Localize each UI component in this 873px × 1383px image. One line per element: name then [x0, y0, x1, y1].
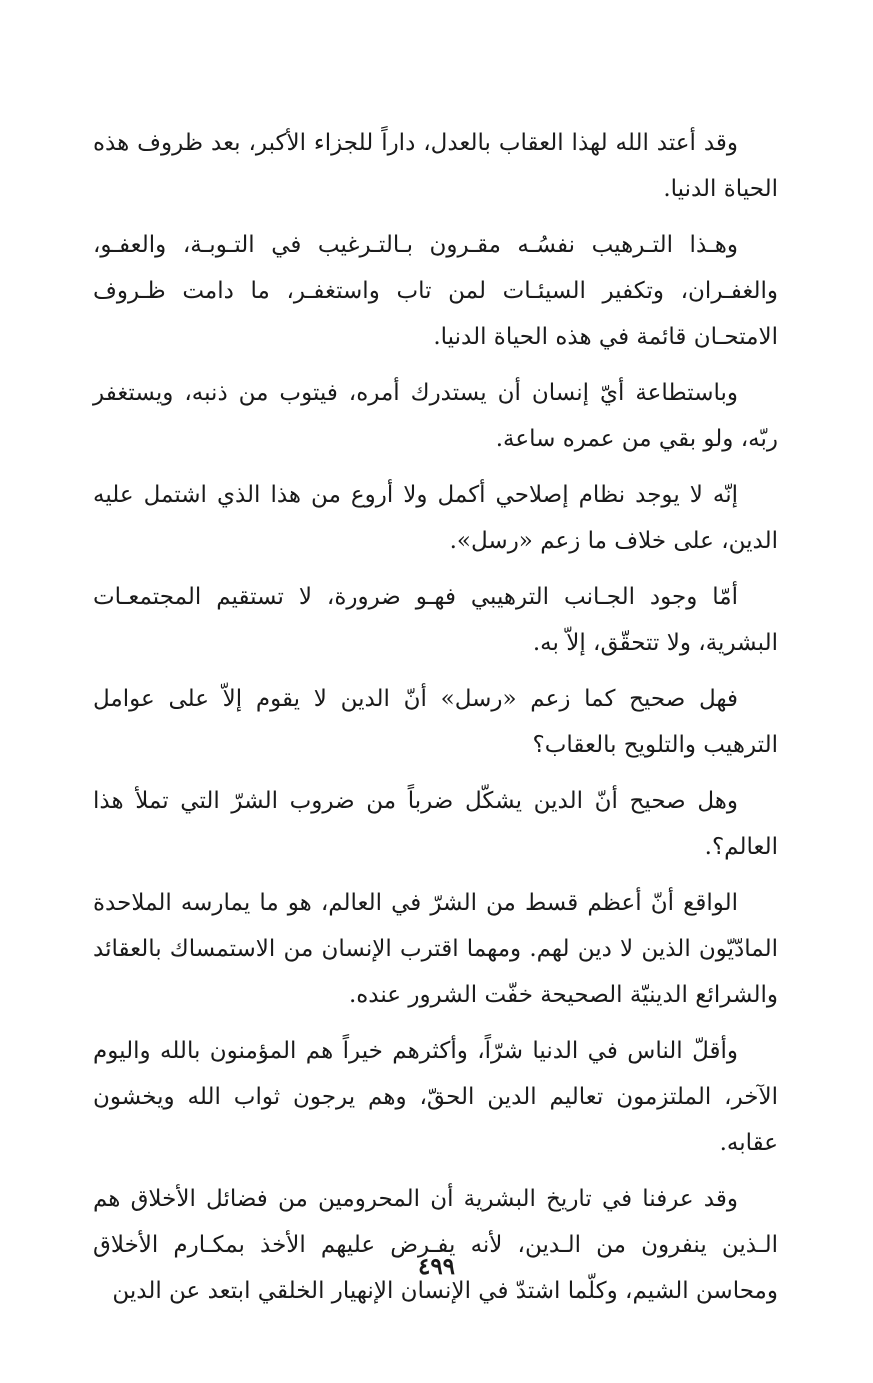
paragraph: الواقع أنّ أعظم قسط من الشرّ في العالم، هو ما يمارسه الملاحدة المادّيّون الذين لا دين لهم. ومهما اقترب الإنسان من الاستمساك بالعقائد والشرائع الدينيّة الصحيحة خفّت الشرور عنده.	[93, 890, 778, 1008]
paragraph: إنّه لا يوجد نظام إصلاحي أكمل ولا أروع من هذا الذي اشتمل عليه الدين، على خلاف ما زعم «رسل».	[93, 482, 778, 554]
page-number: ٤٩٩	[417, 1253, 456, 1280]
paragraph: وأقلّ الناس في الدنيا شرّاً، وأكثرهم خيراً هم المؤمنون بالله واليوم الآخر، الملتزمون تعاليم الدين الحقّ، وهم يرجون ثواب الله ويخشون عقابه.	[93, 1038, 778, 1156]
paragraph: وقد عرفنا في تاريخ البشرية أن المحرومين من فضائل الأخلاق هم الـذين ينفرون من الـدين، لأنه يفـرض عليهم الأخذ بمكـارم الأخلاق ومحاسن الشيم، وكلّما اشتدّ في الإنسان الإنهيار الخلقي ابتعد عن الدين	[93, 1186, 778, 1304]
paragraph: وقد أعتد الله لهذا العقاب بالعدل، داراً للجزاء الأكبر، بعد ظروف هذه الحياة الدنيا.	[93, 130, 778, 202]
paragraph: وهـذا التـرهيب نفسُـه مقـرون بـالتـرغيب في التـوبـة، والعفـو، والغفـران، وتكفير السيئـات لمن تاب واستغفـر، ما دامت ظـروف الامتحـان قائمة في هذه الحياة الدنيا.	[93, 232, 778, 350]
paragraph: وباستطاعة أيّ إنسان أن يستدرك أمره، فيتوب من ذنبه، ويستغفر ربّه، ولو بقي من عمره ساعة.	[93, 380, 778, 452]
paragraph: فهل صحيح كما زعم «رسل» أنّ الدين لا يقوم إلاّ على عوامل الترهيب والتلويح بالعقاب؟	[93, 686, 778, 758]
paragraph: أمّا وجود الجـانب الترهيبي فهـو ضرورة، لا تستقيم المجتمعـات البشرية، ولا تتحقّق، إلاّ به.	[93, 584, 778, 656]
body-text	[93, 120, 778, 1324]
paragraph: وهل صحيح أنّ الدين يشكّل ضرباً من ضروب الشرّ التي تملأ هذا العالم؟.	[93, 788, 778, 860]
